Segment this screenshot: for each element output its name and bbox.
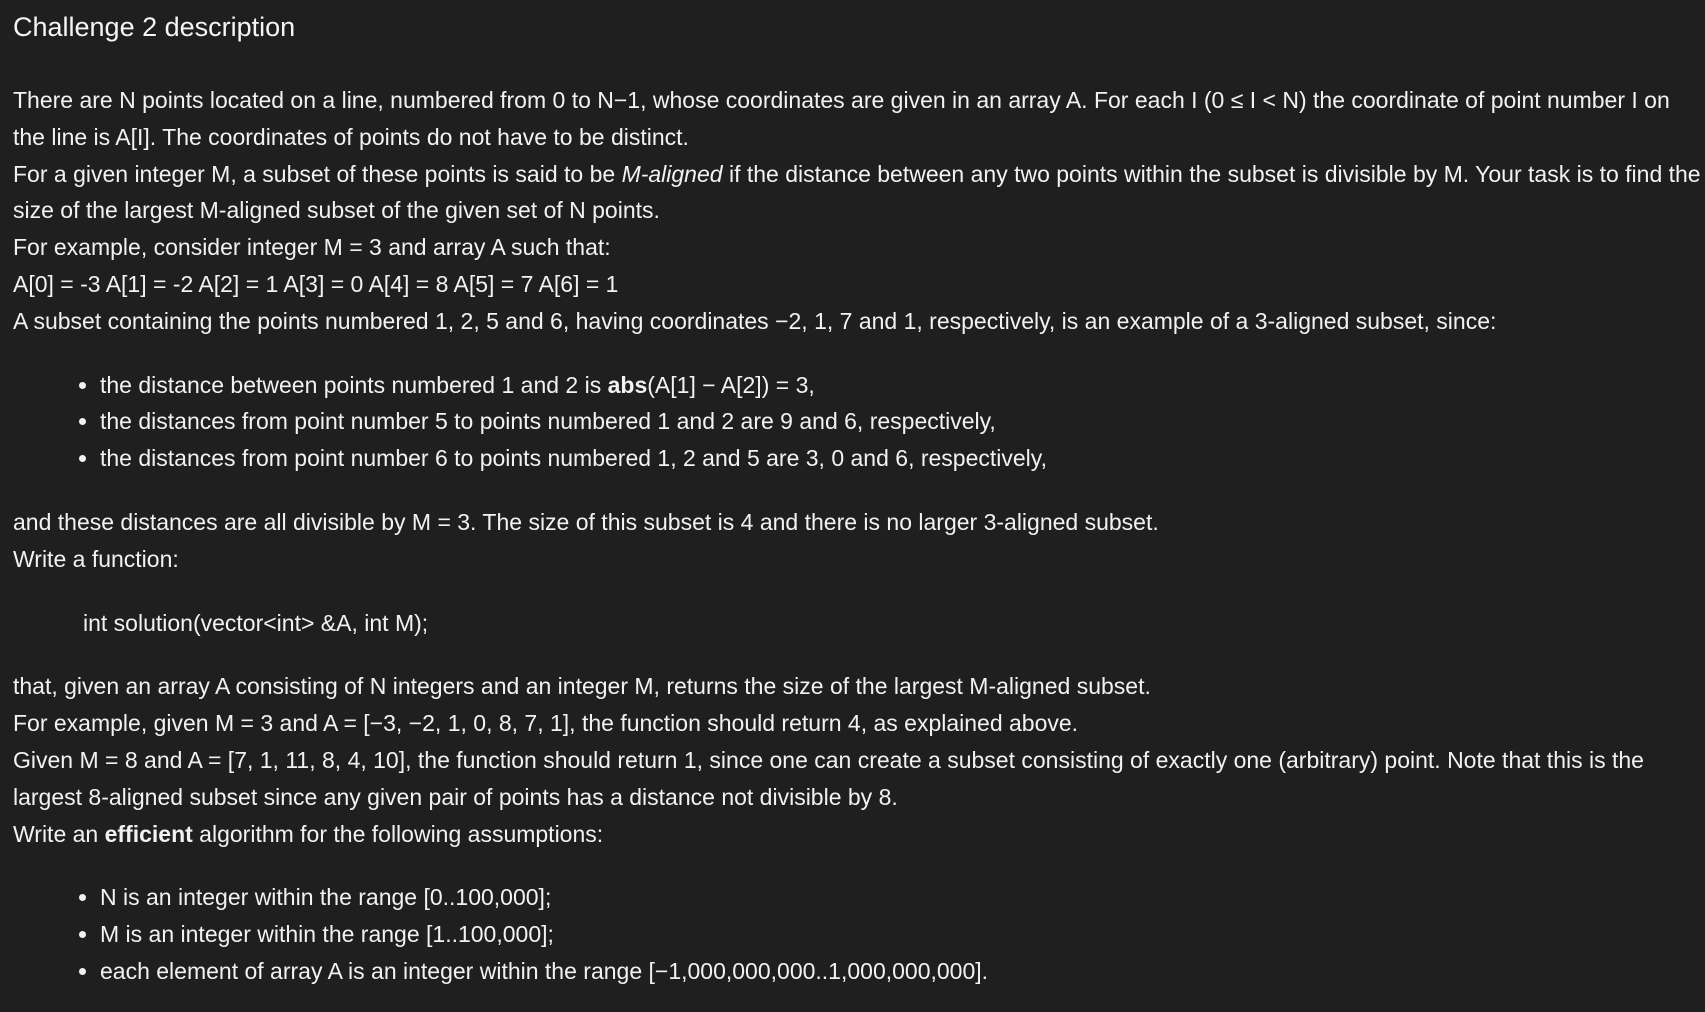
m-aligned-term: M-aligned	[621, 160, 723, 187]
efficient-word: efficient	[104, 820, 193, 847]
intro-paragraph: There are N points located on a line, numbered from 0 to N−1, whose coordinates are given in an array A. For each I (0 ≤ I < N) the coordinate of point number I on the line is A[I]. The coordinates of points do not have to be distinct.	[13, 87, 1670, 150]
efficient-suffix: algorithm for the following assumptions:	[192, 820, 604, 847]
second-example: Given M = 8 and A = [7, 1, 11, 8, 4, 10], the function should return 1, since one can create a subset consisting of exactly one (arbitrary) point. Note that this is the largest 8-aligned subset since any given pair of points has a distance not divisible by 8.	[13, 746, 1644, 810]
problem-description	[13, 82, 1701, 990]
definition-suffix: if the distance between any two points within the subset is divisible by M. Your task is to find the size of the largest M-aligned subset of the given set of N points.	[13, 160, 1701, 224]
write-function-label: Write a function:	[13, 545, 179, 572]
assumption-item: • each element of array A is an integer within the range [−1,000,000,000..1,000,000,000].	[100, 953, 1701, 990]
bullet-text: the distances from point number 5 to points numbered 1 and 2 are 9 and 6, respectively,	[100, 408, 996, 435]
bullet-prefix: the distance between points numbered 1 and 2 is	[100, 371, 608, 398]
example-array: A[0] = -3 A[1] = -2 A[2] = 1 A[3] = 0 A[4] = 8 A[5] = 7 A[6] = 1	[13, 270, 619, 297]
example-subset-description: A subset containing the points numbered 1, 2, 5 and 6, having coordinates −2, 1, 7 and 1, respectively, is an example of a 3-aligned subset, since:	[13, 307, 1497, 334]
efficient-prefix: Write an	[13, 820, 105, 847]
function-description: that, given an array A consisting of N integers and an integer M, returns the size of the largest M-aligned subset.	[13, 673, 1151, 700]
example-bullet-item	[100, 403, 1701, 440]
example-bullet-item	[100, 440, 1701, 477]
assumption-item: • M is an integer within the range [1..100,000];	[100, 916, 1701, 953]
m-aligned-definition	[13, 156, 1701, 230]
example-return: For example, given M = 3 and A = [−3, −2, 1, 0, 8, 7, 1], the function should return 4, as explained above.	[13, 710, 1079, 737]
example-bullet-item	[100, 367, 1701, 404]
example-conclusion: and these distances are all divisible by M = 3. The size of this subset is 4 and there is no larger 3-aligned subset.	[13, 508, 1159, 535]
abs-function: abs	[607, 371, 648, 398]
efficient-algorithm-label	[13, 816, 1701, 853]
bullet-suffix: (A[1] − A[2]) = 3,	[647, 371, 815, 398]
example-intro: For example, consider integer M = 3 and array A such that:	[13, 234, 611, 261]
example-bullet-list	[13, 367, 1701, 477]
assumption-item: • N is an integer within the range [0..100,000];	[100, 879, 1701, 916]
function-signature: int solution(vector<int> &A, int M);	[83, 609, 429, 636]
assumptions-list	[13, 879, 1701, 989]
page-title: Challenge 2 description	[13, 12, 296, 42]
bullet-text: the distances from point number 6 to points numbered 1, 2 and 5 are 3, 0 and 6, respectively,	[100, 445, 1047, 472]
definition-prefix: For a given integer M, a subset of these points is said to be	[13, 160, 622, 187]
